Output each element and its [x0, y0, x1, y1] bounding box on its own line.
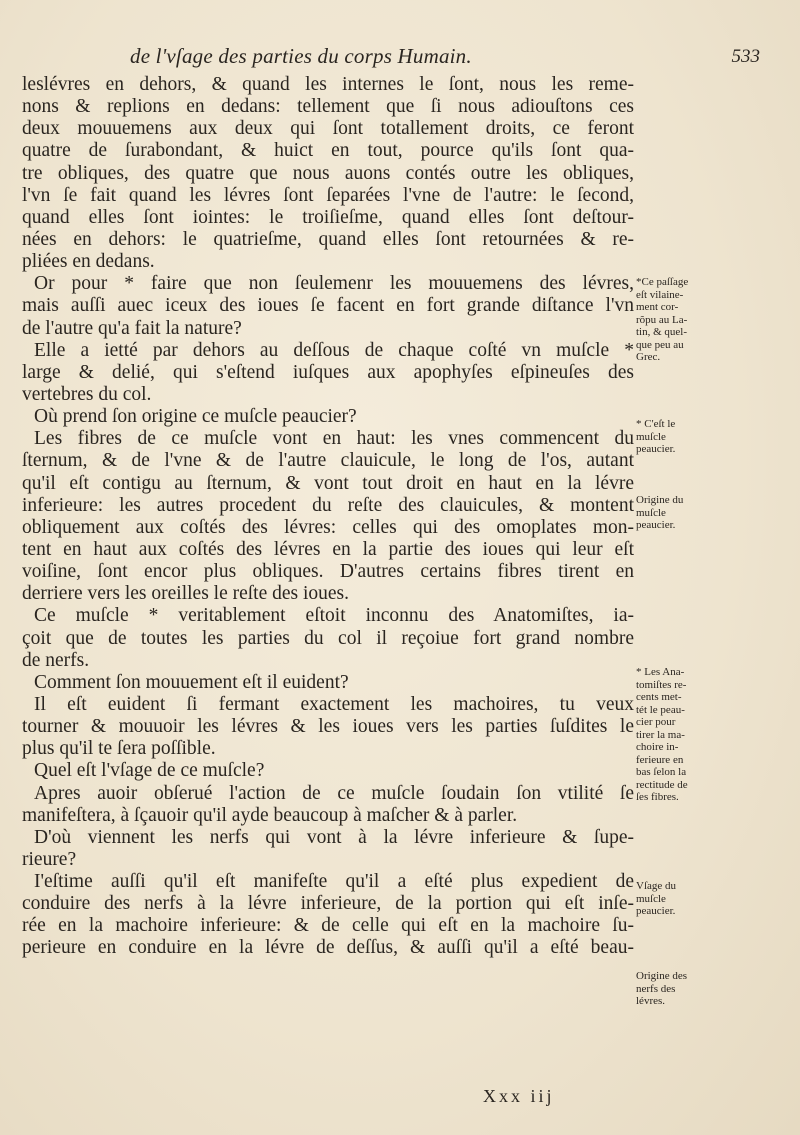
note-line: ferieure en	[636, 753, 684, 766]
text-line: mais auſſi auec iceux des ioues ſe facent en fort grande diſtance l'vn	[22, 295, 634, 317]
note-line: muſcle	[636, 892, 666, 905]
text-line: çoit que de toutes les parties du col il reçoiue fort grand nombre	[22, 627, 634, 649]
note-line: lévres.	[636, 995, 666, 1007]
note-line: tomiſtes re-	[636, 678, 687, 691]
note-line: * Les Ana-	[636, 666, 685, 678]
note-line: ſes fibres.	[636, 791, 679, 803]
text-line: Comment ſon mouuement eſt il euident?	[34, 671, 349, 693]
text-line: Il eſt euident ſi fermant exactement les machoires, tu veux	[34, 693, 634, 715]
text-line: inferieure: les autres procedent du reſte des clauicules, & montent	[22, 494, 634, 516]
note-line: rectitude de	[636, 778, 688, 791]
text-line: Ce muſcle * veritablement eſtoit inconnu des Anatomiſtes, ia-	[34, 605, 634, 627]
text-line: Les fibres de ce muſcle vont en haut: les vnes commencent du	[34, 428, 634, 450]
text-line: nées en dehors: le quatrieſme, quand elles ſont retournées & re-	[22, 228, 634, 250]
text-line: derriere vers les oreilles le reſte des ioues.	[22, 583, 350, 605]
note-line: peaucier.	[636, 519, 676, 531]
note-line: bas ſelon la	[636, 766, 687, 778]
text-line: de l'autre qu'a fait la nature?	[22, 317, 242, 339]
note-line: peaucier.	[636, 905, 676, 917]
note-line: muſcle	[636, 506, 666, 519]
text-line: tent en haut aux coſtés des lévres en la partie des ioues qui leur eſt	[22, 538, 634, 560]
text-line: obliquement aux coſtés des lévres: celles qui des omoplates mon-	[22, 516, 634, 538]
note-line: cier pour	[636, 716, 676, 728]
text-line: tre obliques, des quatre que nous auons contés outre les obliques,	[22, 162, 634, 184]
text-line: Elle a ietté par dehors au deſſous de chaque coſté vn muſcle *	[34, 339, 634, 361]
note-line: Origine des	[636, 970, 688, 982]
note-line: eſt vilaine-	[636, 288, 684, 301]
text-line: qu'il eſt contigu au ſternum, & vont tout droit en haut en la lévre	[22, 472, 634, 494]
text-line: Quel eſt l'vſage de ce muſcle?	[34, 760, 265, 782]
note-line: * C'eſt le	[636, 418, 676, 430]
text-line: large & delié, qui s'eſtend iuſques aux apophyſes eſpineuſes des	[22, 361, 634, 383]
text-line: manifeſtera, à ſçauoir qu'il ayde beaucoup à maſcher & à parler.	[22, 804, 518, 826]
margin-note	[636, 880, 786, 918]
note-line: choire in-	[636, 741, 679, 753]
note-line: tin, & quel-	[636, 326, 688, 338]
margin-note	[636, 418, 786, 456]
text-line: vertebres du col.	[22, 383, 152, 405]
signature-mark: Xxx iij	[483, 1086, 555, 1106]
text-line: nons & replions en dedans: tellement que ſi nous adiouſtons ces	[22, 96, 634, 118]
text-line: plus qu'il te ſera poſſible.	[22, 738, 216, 760]
margin-note	[636, 666, 786, 804]
text-line: ſternum, & de l'vne & de l'autre clauicule, le long de l'os, autant	[22, 450, 634, 472]
note-line: rõpu au La-	[636, 313, 688, 326]
text-line: Où prend ſon origine ce muſcle peaucier?	[34, 406, 357, 428]
text-line: leslévres en dehors, & quand les internes le ſont, nous les reme-	[22, 74, 634, 95]
text-line: pliées en dedans.	[22, 251, 155, 273]
note-line: peaucier.	[636, 443, 676, 455]
text-line: quatre de ſurabondant, & huict en tout, pource qu'ils ſont qua-	[22, 140, 634, 162]
note-line: Vſage du	[636, 880, 677, 892]
text-line: D'où viennent les nerfs qui vont à la lévre inferieure & ſupe-	[34, 826, 634, 848]
text-line: tourner & mouuoir les lévres & les ioues vers les parties ſuſdites le	[22, 716, 634, 738]
margin-note	[636, 970, 786, 1008]
text-line: Apres auoir obſerué l'action de ce muſcle ſoudain ſon vtilité ſe	[34, 782, 634, 804]
page-number: 533	[731, 46, 760, 67]
note-line: que peu au	[636, 338, 684, 351]
text-line: quand elles ſont iointes: le troiſieſme, quand elles ſont deſtour-	[22, 206, 634, 228]
text-line: rieure?	[22, 848, 77, 870]
note-line: muſcle	[636, 430, 666, 443]
body-text	[22, 74, 634, 960]
running-header	[130, 44, 760, 68]
note-line: tirer la ma-	[636, 728, 685, 741]
margin-note	[636, 494, 786, 532]
text-line: deux mouuemens aux deux qui ſont totallement droits, ce feront	[22, 118, 634, 140]
note-line: nerfs des	[636, 982, 676, 995]
note-line: *Ce paſſage	[636, 276, 689, 288]
note-line: Grec.	[636, 351, 661, 363]
text-line: perieure en conduire en la lévre de deſſus, & auſſi qu'il a eſté beau-	[22, 937, 634, 959]
text-line: de nerfs.	[22, 649, 90, 671]
margin-note	[636, 276, 786, 364]
note-line: cents met-	[636, 691, 682, 703]
text-line: Or pour * faire que non ſeulemenr les mouuemens des lévres,	[34, 273, 634, 295]
running-title: de l'vſage des parties du corps Humain.	[130, 44, 472, 68]
text-line: l'vn ſe fait quand les lévres ſont ſeparées l'vne de l'autre: le ſecond,	[22, 184, 634, 206]
text-line: voiſine, ſont encor plus obliques. D'autres certains fibres tirent en	[22, 561, 634, 583]
text-line: rée en la machoire inferieure: & de celle qui eſt en la machoire ſu-	[22, 915, 634, 937]
note-line: Origine du	[636, 494, 684, 506]
text-line: conduire des nerfs à la lévre inferieure, de la portion qui eſt inſe-	[22, 893, 634, 915]
note-line: ment cor-	[636, 301, 679, 313]
text-line: I'eſtime auſſi qu'il eſt manifeſte qu'il a eſté plus expedient de	[34, 871, 634, 893]
note-line: tét le peau-	[636, 703, 685, 716]
